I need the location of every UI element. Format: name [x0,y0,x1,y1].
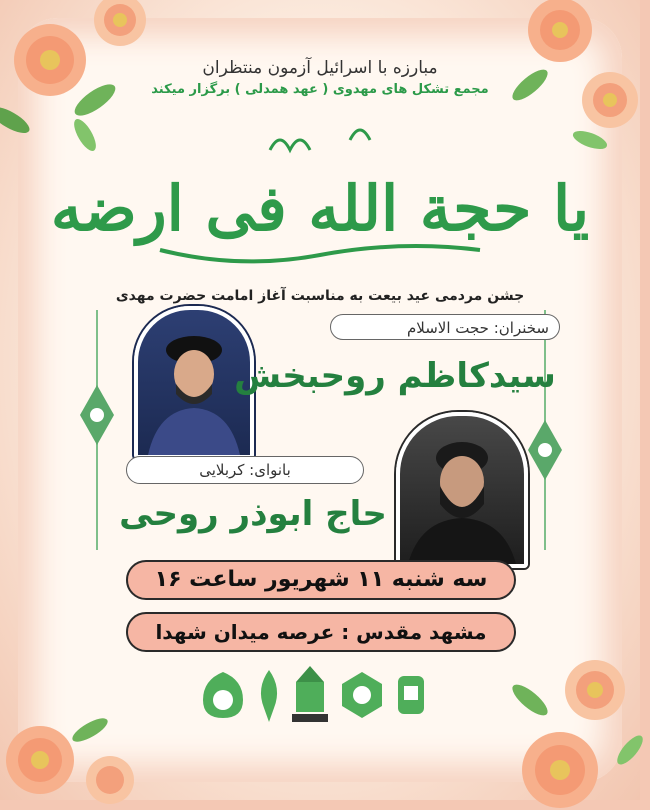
ornament-icon [528,420,562,480]
speaker-title-label: سخنران: حجت الاسلام [330,314,560,340]
organization-logo-icon [254,668,284,724]
event-location: مشهد مقدس : عرصه میدان شهدا [126,612,516,652]
organization-logo-icon [290,664,330,726]
organization-logo-icon [338,670,386,720]
flower-decoration-icon [0,690,150,800]
reciter-title-label: بانوای: کربلایی [126,456,364,484]
organization-logos [198,660,428,740]
person-avatar-icon [400,416,524,564]
reciter-photo [396,412,528,568]
organization-logo-icon [198,670,248,720]
ornament-icon [80,385,114,445]
event-datetime: سه شنبه ۱۱ شهریور ساعت ۱۶ [126,560,516,600]
title-calligraphy-text: یا حجة الله فی ارضه [50,172,590,245]
flower-decoration-icon [500,0,650,160]
event-subtitle: جشن مردمی عید بیعت به مناسبت آغاز امامت حضرت مهدی [115,288,525,304]
reciter-name: حاج ابوذر روحی [119,494,387,534]
title-calligraphy [50,110,590,285]
speaker-name: سیدکاظم روحبخش [234,356,556,396]
header-line-1: مبارزه با اسرائیل آزمون منتظران [202,58,438,78]
organization-logo-icon [394,670,428,720]
flower-decoration-icon [500,640,650,810]
header-line-2: مجمع تشکل های مهدوی ( عهد همدلی ) برگزار میکند [151,82,489,97]
